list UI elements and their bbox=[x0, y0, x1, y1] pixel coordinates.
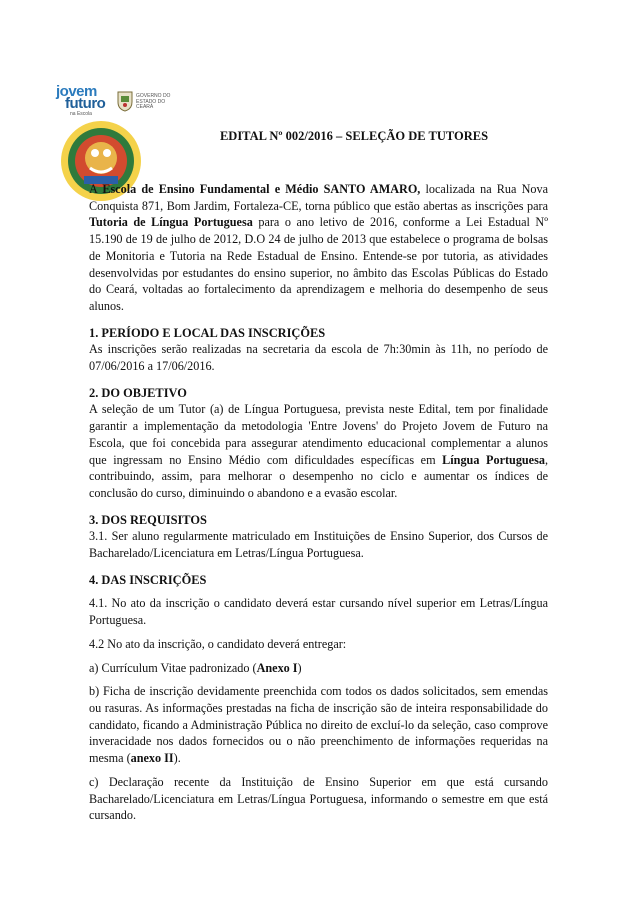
item-4-2: 4.2 No ato da inscrição, o candidato deverá entregar: bbox=[89, 636, 347, 651]
section-2-heading: 2. DO OBJETIVO bbox=[89, 385, 187, 400]
item-a-close: ) bbox=[297, 660, 302, 675]
section-2-bold: Língua Portuguesa bbox=[442, 452, 545, 467]
section-1-heading: 1. PERÍODO E LOCAL DAS INSCRIÇÕES bbox=[89, 325, 326, 340]
jovem-de-futuro-logo bbox=[56, 83, 118, 112]
intro-text-c: para o ano letivo de 2016, conforme a Lei Estadual Nº 15.190 de 19 de julho de 2012, D.O 24 de julho de 2013 que estabelece o programa de bolsas de Monitoria e Tutoria na Rede Estadual de Ensino. Entende-se por tutoria, as atividades desenvolvidas por estudantes do ensino superior, no âmbito das Escolas Públicas do Estado do Ceará, voltadas ao fortalecimento da aprendizagem e melhoria do desempenho de seus alunos. bbox=[89, 215, 548, 313]
item-b-text: b) Ficha de inscrição devidamente preenchida com todos os dados solicitados, sem emendas ou rasuras. As informações prestadas na ficha de inscrição são de inteira responsabilidade do candidato, ficando a Administração Pública no direito de excluí-lo da seleção, caso comprove inveracidade nos dados fornecidos ou o não preenchimento de informações requeridas na mesma ( bbox=[89, 684, 548, 766]
government-seal-logo bbox=[116, 90, 176, 116]
section-3-text: 3.1. Ser aluno regularmente matriculado em Instituições de Ensino Superior, dos Cursos de Bacharelado/Licenciatura em Letras/Língua Portuguesa. bbox=[89, 529, 548, 561]
intro-text-b: localizada na Rua Nova Conquista 871, Bom Jardim, Fortaleza-CE, torna público que estão abertas as inscrições para bbox=[89, 182, 548, 213]
ceara-crest-icon bbox=[116, 90, 134, 112]
anexo-i: Anexo I bbox=[256, 660, 298, 675]
intro-paragraph bbox=[89, 181, 548, 315]
item-a-text: a) Currículum Vitae padronizado ( bbox=[89, 660, 257, 675]
item-c: c) Declaração recente da Instituição de Ensino Superior em que está cursando Bacharelado/Licenciatura em Letras/Língua Portuguesa, informando o semestre em que está cursando. bbox=[89, 774, 548, 823]
logo-futuro-text: futuro bbox=[65, 95, 106, 112]
section-4-heading: 4. DAS INSCRIÇÕES bbox=[89, 572, 207, 587]
item-a bbox=[89, 660, 548, 677]
item-b-close: ). bbox=[173, 751, 181, 766]
section-1-text: As inscrições serão realizadas na secretaria da escola de 7h:30min às 11h, no período de 07/06/2016 a 17/06/2016. bbox=[89, 342, 548, 374]
tutoria-name: Tutoria de Língua Portuguesa bbox=[89, 215, 253, 230]
item-b bbox=[89, 683, 548, 767]
government-text: GOVERNO DO ESTADO DO CEARÁ bbox=[136, 93, 171, 110]
anexo-ii: anexo II bbox=[130, 751, 174, 766]
logo-subtext: na Escola bbox=[70, 111, 92, 117]
document-body bbox=[89, 181, 548, 824]
section-2-text-b: , contribuindo, assim, para melhorar o desempenho no ciclo e aumentar os índices de conclusão do curso, diminuindo o abandono e a evasão escolar. bbox=[89, 452, 548, 500]
logo-jovem-text: jovem bbox=[56, 83, 97, 100]
school-name: Escola de Ensino Fundamental e Médio SANTO AMARO, bbox=[102, 182, 421, 196]
section-3-heading: 3. DOS REQUISITOS bbox=[89, 512, 207, 527]
intro-text-a: A bbox=[89, 182, 103, 196]
section-2-text-a: A seleção de um Tutor (a) de Língua Portuguesa, prevista neste Edital, tem por finalidade garantir a implementação da metodologia 'Entre Jovens' do Projeto Jovem de Futuro na Escola, que foi concebida para assegurar atendimento educacional complementar a alunos que ingressam no Ensino Médio com dificuldades específicas em bbox=[89, 402, 548, 467]
item-4-1: 4.1. No ato da inscrição o candidato deverá estar cursando nível superior em Letras/Língua Portuguesa. bbox=[89, 596, 548, 628]
section-2-text bbox=[89, 401, 548, 501]
document-title: EDITAL Nº 002/2016 – SELEÇÃO DE TUTORES bbox=[219, 129, 489, 143]
